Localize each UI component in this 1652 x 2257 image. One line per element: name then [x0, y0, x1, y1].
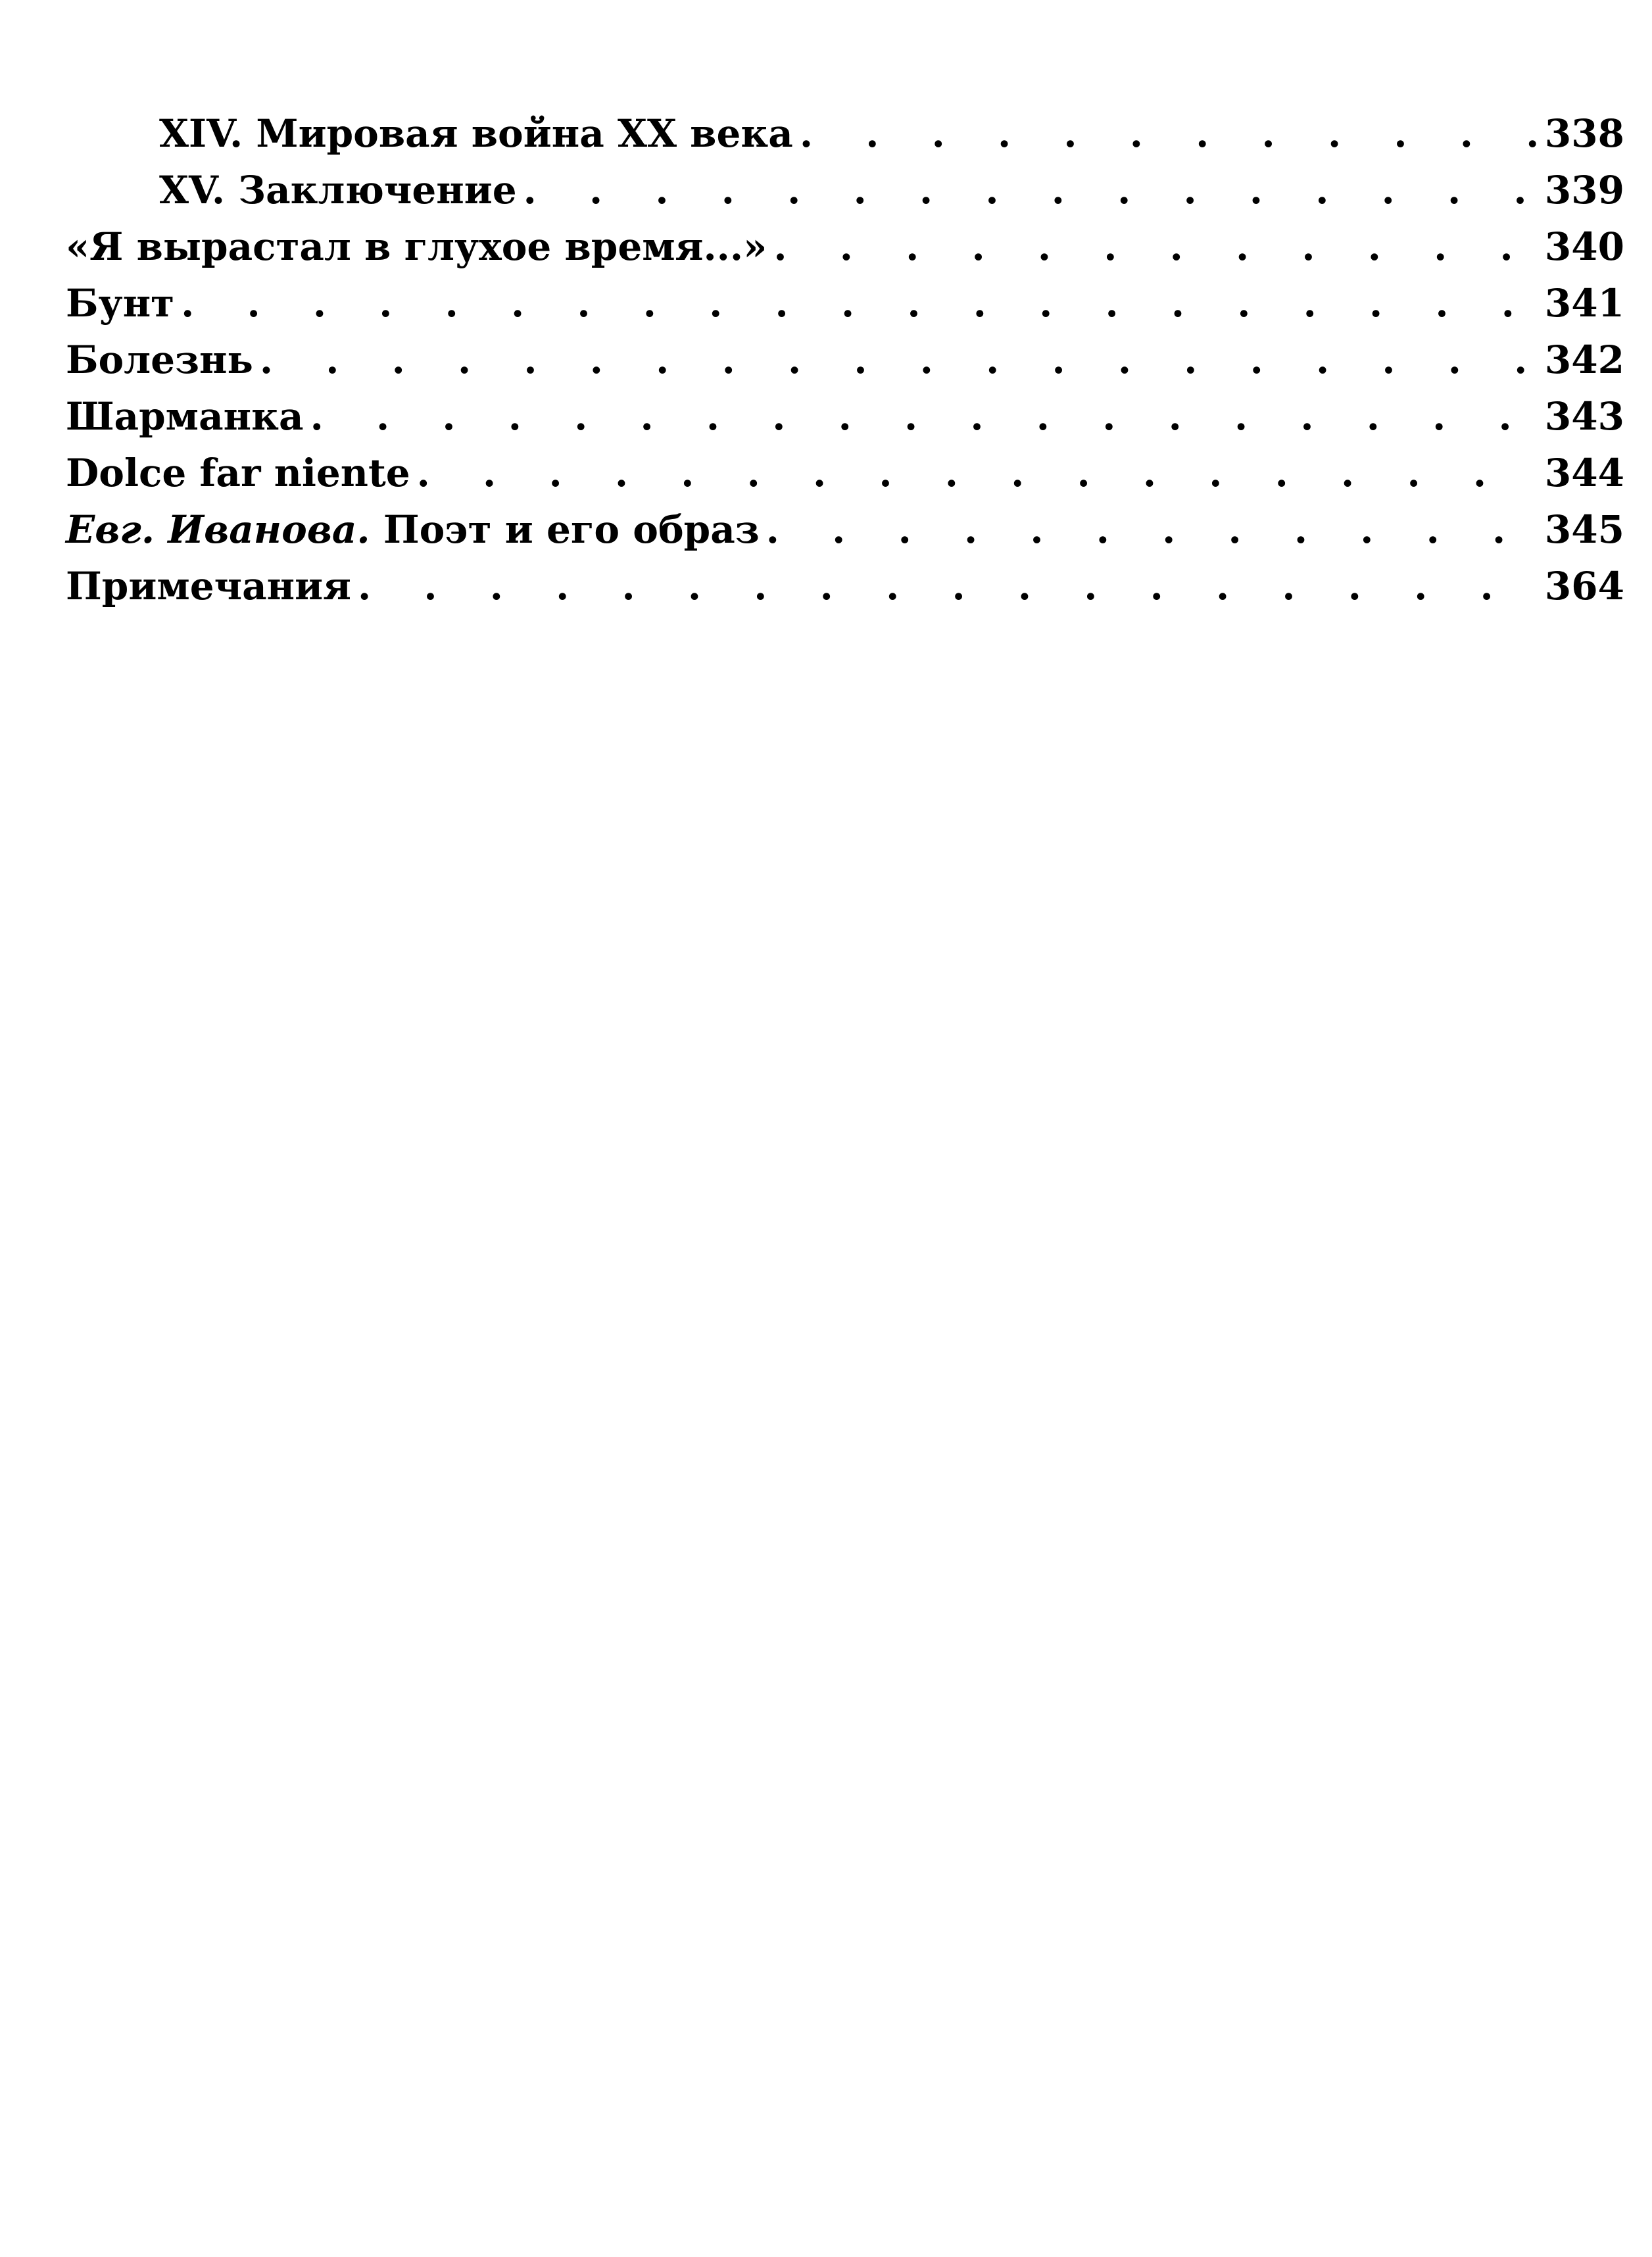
toc-entry-title: Шарманка — [66, 394, 304, 439]
toc-entry-title: Примечания — [66, 564, 351, 608]
dot-leader — [310, 388, 1541, 445]
toc-entry-title — [66, 501, 760, 558]
toc-entry-title: XIV. Мировая война XX века — [159, 111, 793, 156]
toc-entry[interactable] — [66, 162, 1624, 218]
toc-entry-page: 344 — [1544, 451, 1624, 495]
dot-leader — [523, 162, 1541, 218]
dot-leader — [800, 105, 1541, 162]
toc-entry[interactable] — [66, 501, 1624, 558]
toc-entry-page: 339 — [1544, 168, 1624, 212]
toc-entry-page: 342 — [1544, 337, 1624, 382]
dot-leader — [181, 275, 1541, 332]
toc-entry[interactable] — [66, 275, 1624, 332]
toc-entry-title: XV. Заключение — [159, 168, 517, 212]
toc-entry-page: 340 — [1544, 224, 1624, 269]
toc-entry-title: «Я вырастал в глухое время...» — [66, 224, 767, 269]
table-of-contents — [66, 105, 1624, 614]
toc-entry[interactable] — [66, 388, 1624, 445]
toc-entry-title: Dolce far niente — [66, 451, 410, 495]
toc-entry-author: Евг. Иванова. — [66, 507, 370, 552]
dot-leader — [766, 501, 1541, 558]
toc-entry-page: 338 — [1544, 111, 1624, 156]
toc-entry-title: Болезнь — [66, 337, 253, 382]
dot-leader — [773, 218, 1541, 275]
toc-entry[interactable] — [66, 558, 1624, 614]
toc-entry-page: 343 — [1544, 394, 1624, 439]
toc-entry-title-text: Поэт и его образ — [383, 507, 760, 552]
toc-entry-page: 341 — [1544, 281, 1624, 326]
toc-entry[interactable] — [66, 105, 1624, 162]
toc-entry[interactable] — [66, 332, 1624, 388]
toc-entry-page: 364 — [1544, 564, 1624, 608]
dot-leader — [260, 332, 1541, 388]
dot-leader — [358, 558, 1541, 614]
toc-entry[interactable] — [66, 445, 1624, 501]
dot-leader — [417, 445, 1541, 501]
toc-entry[interactable] — [66, 218, 1624, 275]
toc-entry-page: 345 — [1544, 507, 1624, 552]
toc-entry-title: Бунт — [66, 281, 175, 326]
